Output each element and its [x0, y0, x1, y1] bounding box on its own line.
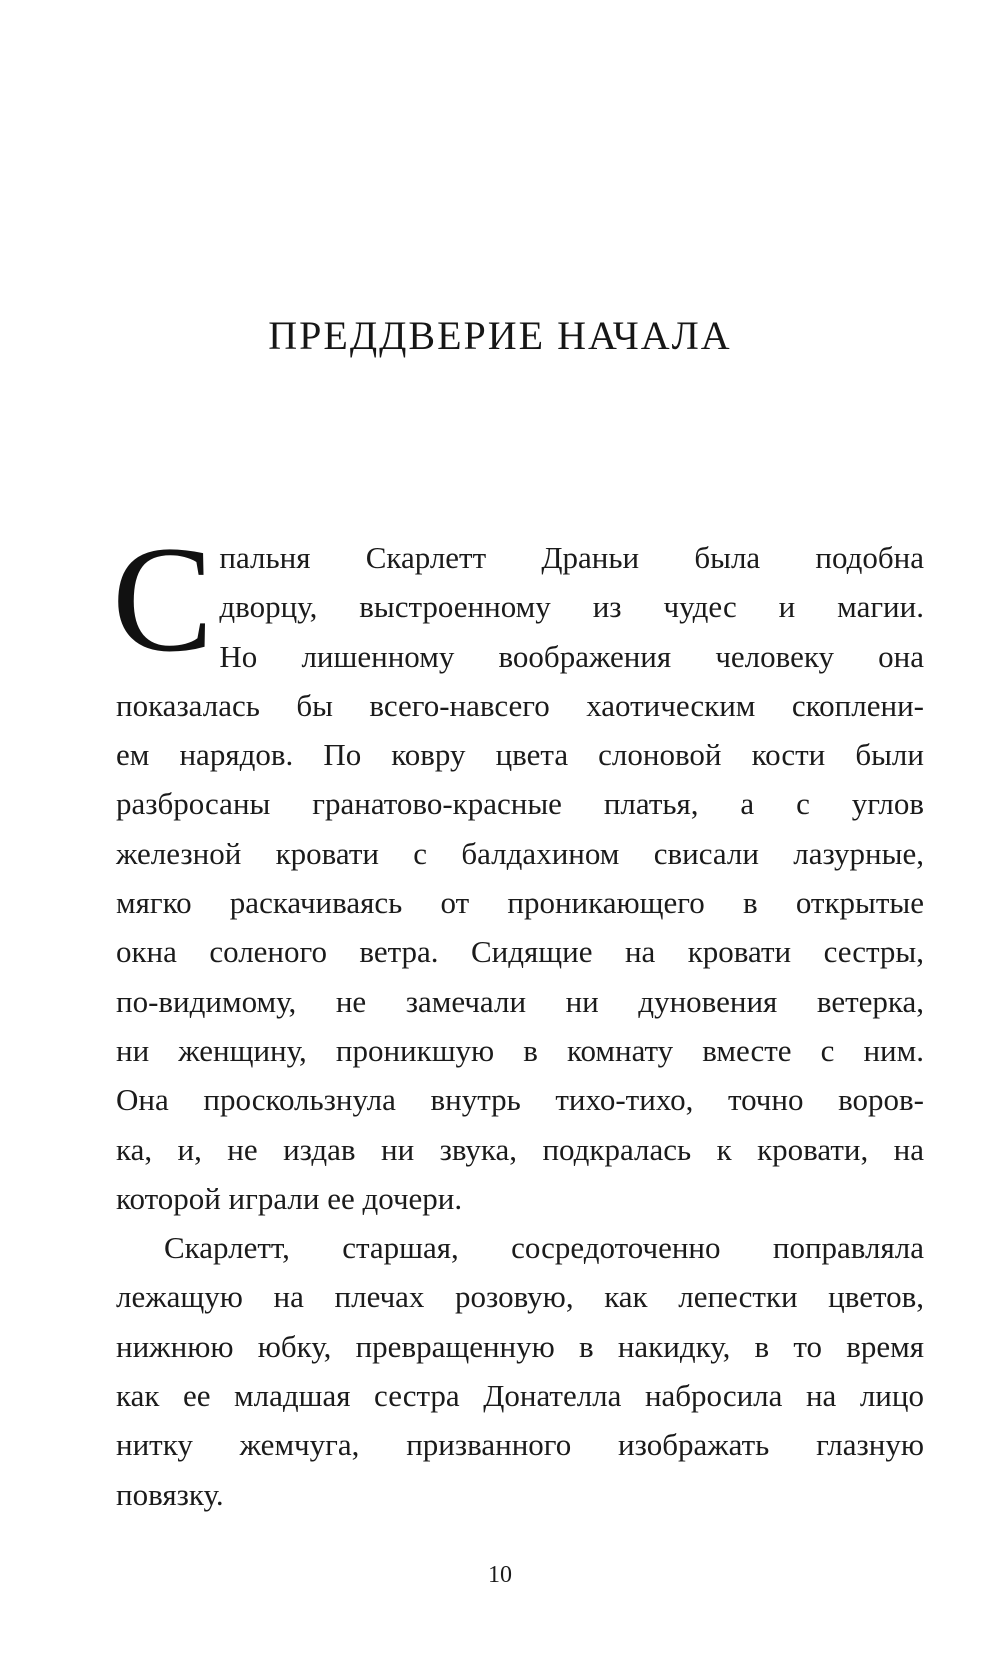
text-line: нижнюю юбку, превращенную в накидку, в то время	[116, 1328, 924, 1364]
text-line: Она проскользнула внутрь тихо-тихо, точно воров-	[116, 1082, 924, 1118]
text-line: дворцу, выстроенному из чудес и магии.	[219, 589, 924, 625]
drop-cap: С	[112, 515, 214, 683]
paragraph-2	[116, 1223, 924, 1519]
text-line: повязку.	[116, 1476, 224, 1512]
text-line: ни женщину, проникшую в комнату вместе с ним.	[116, 1032, 924, 1068]
text-line: ем нарядов. По ковру цвета слоновой кости были	[116, 737, 924, 773]
text-line: Но лишенному воображения человеку она	[219, 638, 924, 674]
text-line: Скарлетт, старшая, сосредоточенно поправляла	[164, 1230, 924, 1266]
text-line: нитку жемчуга, призванного изображать глазную	[116, 1427, 924, 1463]
page-number: 10	[488, 1562, 512, 1588]
text-line: которой играли ее дочери.	[116, 1180, 463, 1216]
text-line: разбросаны гранатово-красные платья, а с углов	[116, 786, 924, 822]
text-line: по-видимому, не замечали ни дуновения ветерка,	[116, 983, 924, 1019]
text-line: пальня Скарлетт Драньи была подобна	[219, 540, 924, 575]
text-line: мягко раскачиваясь от проникающего в открытые	[116, 885, 924, 921]
text-line: железной кровати с балдахином свисали лазурные,	[116, 835, 924, 871]
body-text	[112, 515, 924, 1519]
text-line: окна соленого ветра. Сидящие на кровати сестры,	[116, 934, 924, 970]
text-line: ка, и, не издав ни звука, подкралась к кровати, на	[116, 1131, 924, 1167]
text-line: показалась бы всего-навсего хаотическим скоплени-	[116, 687, 924, 723]
chapter-title: ПРЕДДВЕРИЕ НАЧАЛА	[268, 313, 732, 358]
paragraph-1	[112, 515, 924, 1223]
text-line: лежащую на плечах розовую, как лепестки цветов,	[116, 1279, 924, 1315]
text-line: как ее младшая сестра Донателла набросила на лицо	[116, 1378, 924, 1414]
